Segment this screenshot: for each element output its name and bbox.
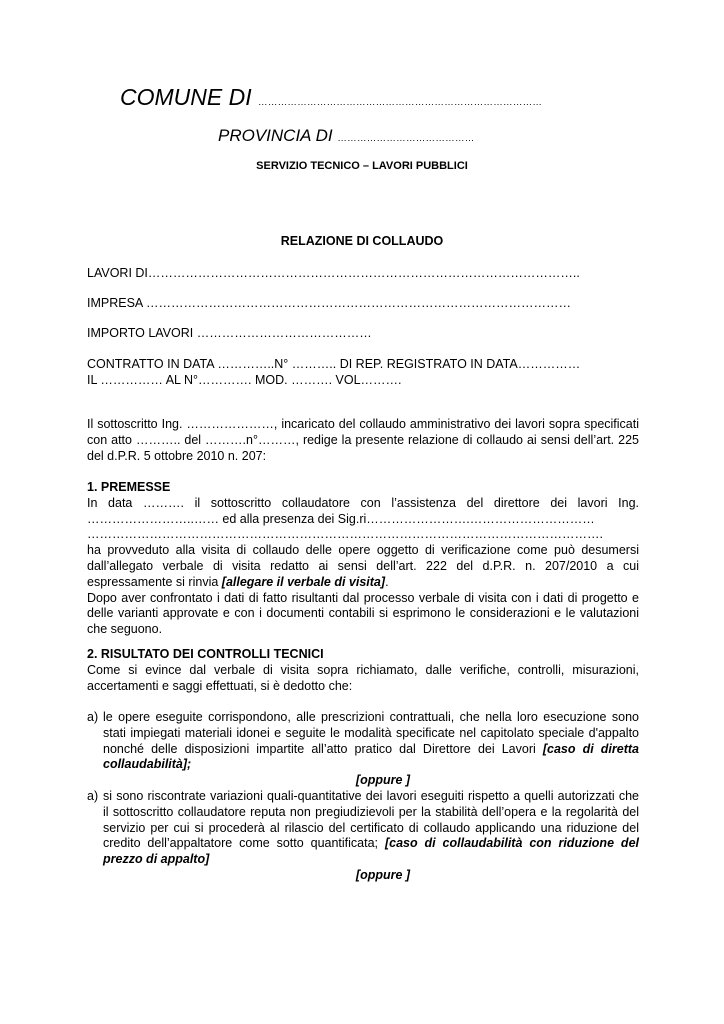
document-title: RELAZIONE DI COLLAUDO — [280, 234, 444, 248]
contratto-field-line2: IL …………… AL N°…………. MOD. ………. VOL………. — [87, 373, 402, 387]
intro-paragraph — [87, 417, 639, 464]
comune-label: COMUNE DI — [120, 84, 252, 110]
list-item — [87, 789, 639, 868]
intro-text: Il sottoscritto Ing. …………………, incaricato del collaudo amministrativo dei lavori sopra specificati con atto ……….. del ……….n°………, redige la presente relazione di collaudo ai sensi dell’art. 225 del d.P.R. 5 ottobre 2010 n. 207: — [87, 417, 639, 463]
section-2-heading: 2. RISULTATO DEI CONTROLLI TECNICI — [87, 647, 324, 661]
list-item-text: le opere eseguite corrispondono, alle prescrizioni contrattuali, che nella loro esecuzione sono stati impiegati materiali idonei e seguite le modalità specificate nel capitolato speciale d'appalto nonché delle disposizioni impartite all’atto pratico dal Direttore dei Lavori — [103, 710, 639, 756]
oppure-separator: [oppure ] — [355, 773, 411, 788]
section-controlli — [87, 647, 639, 694]
provincia-dots: …………………………………… — [337, 133, 475, 144]
controlli-list — [87, 710, 639, 884]
impresa-field: IMPRESA ………………………………………………………………………………………… — [87, 296, 572, 310]
premesse-line-3: ……………………………………………………………………………………………………………. — [87, 527, 603, 542]
premesse-line-1: In data ………. il sottoscritto collaudatore con l’assistenza del direttore dei lavori Ing. — [87, 495, 639, 510]
section-1-heading: 1. PREMESSE — [87, 480, 171, 494]
section-premesse — [87, 480, 639, 638]
list-item-note: [caso di collaudabilità con riduzione del prezzo di appalto] — [103, 836, 639, 867]
premesse-note: [allegare il verbale di visita] — [221, 574, 386, 589]
list-item-text: si sono riscontrate variazioni quali-quantitative dei lavori eseguiti rispetto a quelli autorizzati che il sottoscritto collaudatore reputa non pregiudizievoli per la stabilità dell’opera e la regolarità del servizio per cui si procederà al rilascio del certificato di collaudo applicando una riduzione del credito dell’appaltatore come sotto quantificata; — [103, 788, 639, 851]
premesse-paragraph-1 — [87, 543, 639, 590]
premesse-line-2: ……………………..…… ed alla presenza dei Sig.ri…………………….………………………… — [87, 511, 595, 526]
lavori-field: LAVORI DI………………………………………………………………………………………….. — [87, 266, 580, 280]
comune-heading — [120, 84, 542, 111]
list-marker: a) — [87, 710, 99, 724]
premesse-paragraph-2: Dopo aver confrontato i dati di fatto risultanti dal processo verbale di visita con i dati di progetto e delle varianti approvate e con i documenti contabili si esprimono le considerazioni e le valutazioni che seguono. — [87, 590, 639, 637]
provincia-heading — [218, 126, 475, 146]
premesse-text: ha provveduto alla visita di collaudo delle opere oggetto di verificazione come può desumersi dall’allegato verbale di visita redatto ai sensi dell’art. 222 del d.P.R. n. 207/2010 a cui espressamente si rinvia — [87, 543, 639, 589]
list-item — [87, 710, 639, 773]
provincia-label: PROVINCIA DI — [218, 126, 333, 145]
servizio-heading: SERVIZIO TECNICO – LAVORI PUBBLICI — [256, 160, 468, 172]
comune-dots: …………………………………………………………………………… — [258, 97, 543, 108]
list-marker: a) — [87, 788, 99, 803]
oppure-separator: [oppure ] — [355, 867, 411, 882]
contratto-field-line1: CONTRATTO IN DATA …………..N° ……….. DI REP. REGISTRATO IN DATA…………… — [87, 357, 581, 371]
controlli-intro: Come si evince dal verbale di visita sopra richiamato, dalle verifiche, controlli, misurazioni, accertamenti e saggi effettuati, si è dedotto che: — [87, 662, 639, 693]
importo-field: IMPORTO LAVORI …………………………………… — [87, 326, 372, 340]
list-item-note: [caso di diretta collaudabilità]; — [103, 741, 640, 772]
premesse-end: . — [385, 574, 389, 589]
